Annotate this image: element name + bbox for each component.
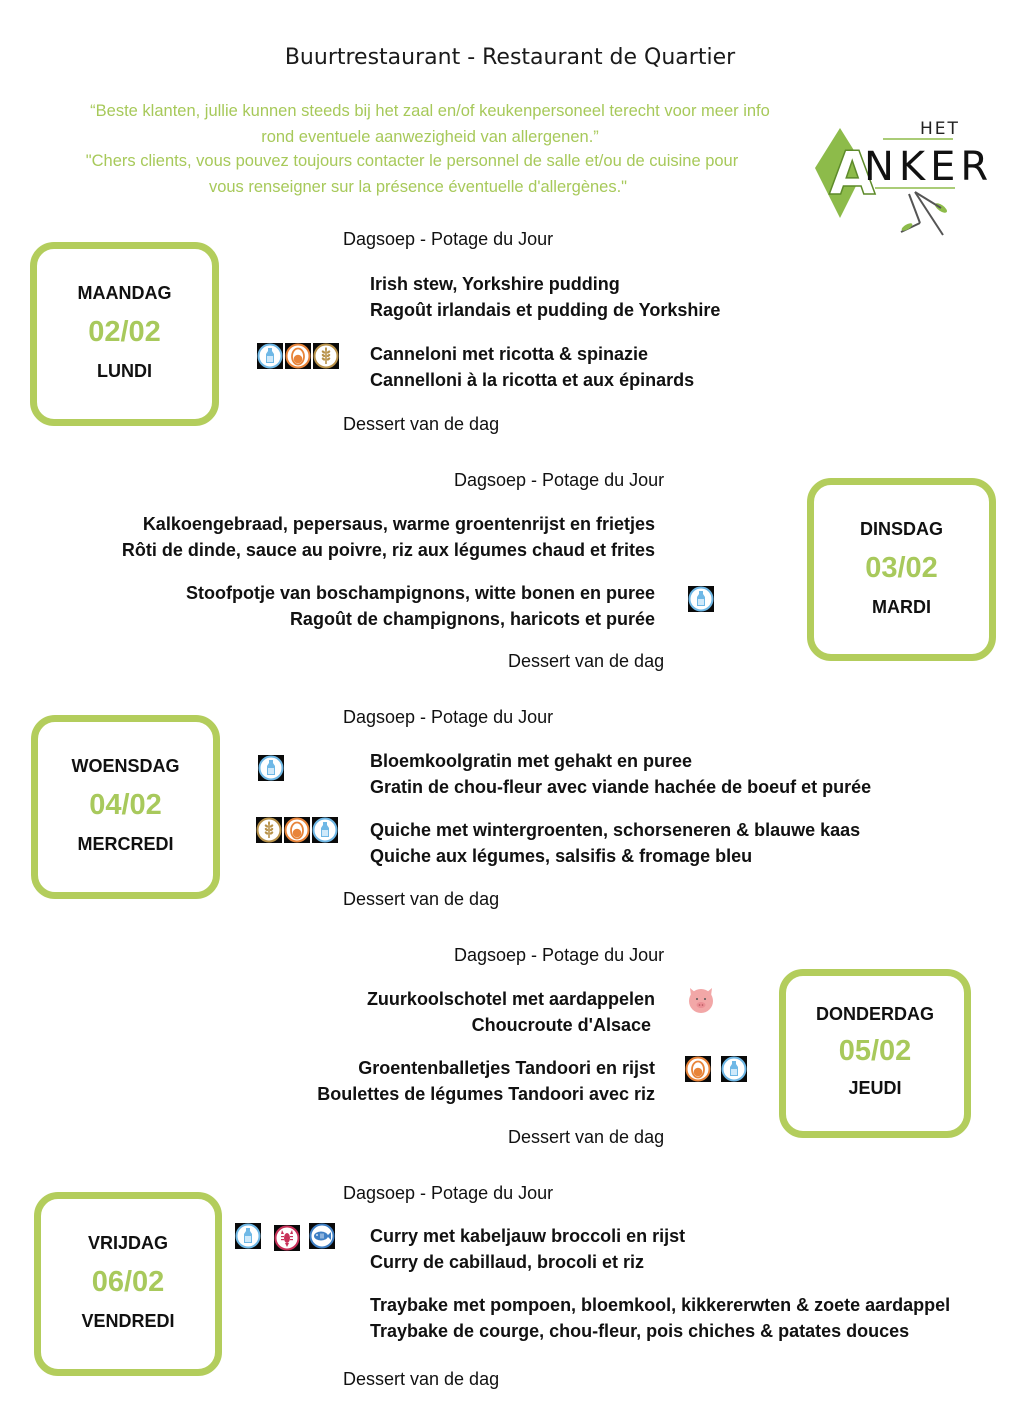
milk-icon <box>257 343 283 369</box>
svg-text:A: A <box>829 139 876 209</box>
dish-name-fr: Boulettes de légumes Tandoori avec riz <box>317 1084 655 1104</box>
dish-name-nl: Groentenballetjes Tandoori en rijst <box>358 1058 655 1078</box>
dish <box>186 580 655 632</box>
dessert-of-day: Dessert van de dag <box>343 1369 500 1389</box>
notice-line: vous renseigner sur la présence éventuelle d'allergènes." <box>208 177 628 196</box>
allergen-notice-nl <box>40 99 820 150</box>
day-name-nl: WOENSDAG <box>71 756 180 776</box>
fish-icon <box>309 1223 335 1249</box>
day-date: 05/02 <box>838 1035 912 1067</box>
milk-icon <box>688 586 714 612</box>
egg-icon <box>685 1056 711 1082</box>
day-box-tuesday <box>807 478 996 661</box>
dish-name-fr: Quiche aux légumes, salsifis & fromage bleu <box>370 846 753 866</box>
notice-line: rond eventuele aanwezigheid van allergenen.” <box>261 127 599 146</box>
day-name-fr: LUNDI <box>97 361 152 381</box>
day-date: 06/02 <box>91 1266 165 1298</box>
milk-icon <box>312 817 338 843</box>
dessert-of-day: Dessert van de dag <box>508 651 665 671</box>
dessert-of-day: Dessert van de dag <box>508 1127 665 1147</box>
dish-name-nl: Stoofpotje van boschampignons, witte bonen en puree <box>185 583 655 603</box>
logo-nker: NKER <box>864 144 994 190</box>
day-box-wednesday <box>31 715 220 899</box>
dessert-of-day: Dessert van de dag <box>343 889 500 909</box>
day-name-fr: MARDI <box>872 597 931 617</box>
dish <box>370 1292 950 1344</box>
dish-name-fr: Ragoût irlandais et pudding de Yorkshire <box>370 300 721 320</box>
day-box-monday <box>30 242 219 426</box>
milk-icon <box>235 1223 261 1249</box>
day-name-fr: VENDREDI <box>81 1311 175 1331</box>
soup-of-day: Dagsoep - Potage du Jour <box>343 229 554 249</box>
day-date: 02/02 <box>88 316 161 348</box>
dessert-of-day: Dessert van de dag <box>343 414 500 434</box>
soup-of-day: Dagsoep - Potage du Jour <box>343 1183 554 1203</box>
notice-line: "Chers clients, vous pouvez toujours contacter le personnel de salle et/ou de cuisine pour <box>85 152 739 170</box>
allergen-icons <box>685 1056 747 1082</box>
soup-of-day: Dagsoep - Potage du Jour <box>454 470 665 490</box>
dish-name-nl: Quiche met wintergroenten, schorseneren & blauwe kaas <box>370 820 861 840</box>
dish <box>317 1055 655 1107</box>
gluten-icon <box>313 343 339 369</box>
dish-name-fr: Cannelloni à la ricotta et aux épinards <box>370 370 695 390</box>
crustacean-icon <box>274 1225 300 1251</box>
dish <box>367 986 655 1038</box>
allergen-icons <box>258 755 284 781</box>
dish-name-fr: Traybake de courge, chou-fleur, pois chiches & patates douces <box>370 1321 910 1341</box>
soup-of-day: Dagsoep - Potage du Jour <box>454 945 665 965</box>
day-name-nl: DINSDAG <box>859 519 943 539</box>
dish-name-fr: Ragoût de champignons, haricots et purée <box>289 609 655 629</box>
egg-icon <box>284 817 310 843</box>
allergen-icons <box>685 984 717 1021</box>
dish-name-nl: Zuurkoolschotel met aardappelen <box>366 989 655 1009</box>
allergen-icons <box>688 586 714 612</box>
allergen-icons <box>257 343 339 369</box>
gluten-icon <box>256 817 282 843</box>
day-name-fr: JEUDI <box>848 1078 902 1098</box>
milk-icon <box>258 755 284 781</box>
dish-name-nl: Canneloni met ricotta & spinazie <box>370 344 649 364</box>
milk-icon <box>721 1056 747 1082</box>
day-name-fr: MERCREDI <box>77 834 174 854</box>
dish-name-fr: Choucroute d'Alsace <box>471 1015 651 1035</box>
dish-name-nl: Traybake met pompoen, bloemkool, kikkererwten & zoete aardappel <box>370 1295 951 1315</box>
cutlery-icon <box>901 192 949 235</box>
dish-name-fr: Curry de cabillaud, brocoli et riz <box>370 1252 645 1272</box>
day-date: 03/02 <box>865 552 938 584</box>
pork-icon <box>685 984 717 1016</box>
day-date: 04/02 <box>89 789 162 821</box>
dish <box>370 341 694 393</box>
dish <box>122 511 655 563</box>
day-box-friday <box>34 1192 222 1376</box>
dish <box>370 271 720 323</box>
page-title: Buurtrestaurant - Restaurant de Quartier <box>284 45 736 70</box>
allergen-icons <box>235 1223 335 1251</box>
dish-name-nl: Bloemkoolgratin met gehakt en puree <box>370 751 693 771</box>
day-box-thursday <box>779 969 971 1138</box>
dish <box>370 1223 685 1275</box>
dish <box>370 748 871 800</box>
day-name-nl: MAANDAG <box>77 283 172 303</box>
logo-het: HET <box>920 119 960 139</box>
notice-line: “Beste klanten, jullie kunnen steeds bij het zaal en/of keukenpersoneel terecht voor meer info <box>90 102 770 120</box>
soup-of-day: Dagsoep - Potage du Jour <box>343 707 554 727</box>
dish-name-nl: Kalkoengebraad, pepersaus, warme groentenrijst en frietjes <box>142 514 655 534</box>
allergen-notice-fr <box>40 149 820 200</box>
day-name-nl: VRIJDAG <box>87 1233 168 1253</box>
dish-name-nl: Irish stew, Yorkshire pudding <box>370 274 620 294</box>
dish-name-nl: Curry met kabeljauw broccoli en rijst <box>370 1226 686 1246</box>
dish-name-fr: Gratin de chou-fleur avec viande hachée de boeuf et purée <box>370 777 872 797</box>
egg-icon <box>285 343 311 369</box>
allergen-icons <box>256 817 338 843</box>
het-anker-logo <box>815 108 994 238</box>
day-name-nl: DONDERDAG <box>815 1004 934 1024</box>
dish <box>370 817 860 869</box>
dish-name-fr: Rôti de dinde, sauce au poivre, riz aux légumes chaud et frites <box>121 540 655 560</box>
